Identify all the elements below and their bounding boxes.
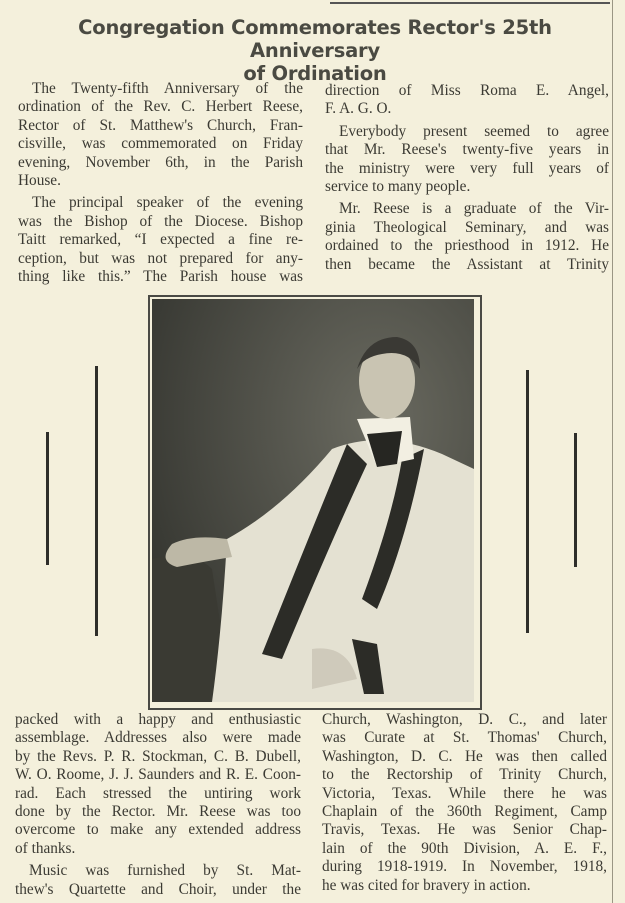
text-line: ginia Theological Seminary, and was — [325, 218, 609, 236]
text-line: Church, Washington, D. C., and later — [322, 711, 607, 728]
text-line: done by the Rector. Mr. Reese was too — [15, 802, 301, 820]
decorative-rule-left-inner — [95, 366, 98, 636]
portrait-image — [152, 299, 474, 702]
paragraph — [18, 194, 303, 286]
text-line: Music was furnished by St. Mat- — [29, 862, 301, 880]
column-bottom-left — [15, 711, 301, 903]
text-line: by the Revs. P. R. Stockman, C. B. Dubell, — [15, 747, 301, 765]
paragraph — [15, 711, 301, 858]
text-line: was the Bishop of the Diocese. Bishop — [18, 212, 303, 230]
text-line: House. — [18, 171, 61, 189]
column-top-right — [325, 82, 609, 278]
text-line: that Mr. Reese's twenty-five years in — [325, 141, 609, 159]
decorative-rule-right-outer — [574, 433, 577, 567]
text-line: then became the Assistant at Trinity — [325, 255, 609, 273]
paragraph — [325, 200, 609, 274]
decorative-rule-left-outer — [46, 432, 49, 565]
text-line: thew's Quartette and Choir, under the — [15, 880, 301, 898]
text-line: during 1918-1919. In November, 1918, — [322, 858, 607, 876]
headline-line-2: of Ordination — [243, 62, 387, 85]
text-line: Mr. Reese is a graduate of the Vir- — [339, 200, 609, 218]
text-line: Washington, D. C. He was then called — [322, 747, 607, 765]
page-edge — [612, 0, 613, 903]
paragraph — [325, 82, 609, 119]
text-line: assemblage. Addresses also were made — [15, 729, 301, 747]
text-line: Taitt remarked, “I expected a fine re- — [18, 231, 303, 249]
text-line: overcome to make any extended address — [15, 821, 301, 839]
column-bottom-right — [322, 711, 607, 899]
column-top-left — [18, 80, 303, 290]
text-line: of thanks. — [15, 839, 76, 857]
text-line: the ministry were very full years of — [325, 159, 609, 177]
text-line: Chaplain of the 360th Regiment, Camp — [322, 802, 607, 820]
headline — [10, 16, 620, 85]
text-line: Rector of St. Matthew's Church, Fran- — [18, 116, 303, 134]
paragraph — [322, 711, 607, 895]
text-line: The Twenty-fifth Anniversary of the — [32, 80, 303, 97]
headline-line-1: Congregation Commemorates Rector's 25th Anniversary — [78, 16, 552, 62]
text-line: F. A. G. O. — [325, 100, 392, 118]
paragraph — [18, 80, 303, 190]
top-rule — [330, 2, 610, 4]
text-line: was Curate at St. Thomas' Church, — [322, 729, 607, 747]
portrait-photo — [148, 295, 482, 710]
text-line: thing like this.” The Parish house was — [18, 267, 303, 285]
text-line: rad. Each stressed the untiring work — [15, 784, 301, 802]
text-line: direction of Miss Roma E. Angel, — [325, 82, 609, 99]
text-line: W. O. Roome, J. J. Saunders and R. E. Coon- — [15, 766, 301, 784]
text-line: he was cited for bravery in action. — [322, 876, 531, 894]
text-line: Victoria, Texas. While there he was — [322, 784, 607, 802]
text-line: to the Rectorship of Trinity Church, — [322, 766, 607, 784]
text-line: ordination of the Rev. C. Herbert Reese, — [18, 98, 303, 116]
text-line: lain of the 90th Division, A. E. F., — [322, 839, 607, 857]
paragraph — [325, 123, 609, 197]
text-line: Travis, Texas. He was Senior Chap- — [322, 821, 607, 839]
text-line: packed with a happy and enthusiastic — [15, 711, 301, 728]
text-line: evening, November 6th, in the Parish — [18, 153, 303, 171]
text-line: ception, but was not prepared for any- — [18, 249, 303, 267]
decorative-rule-right-inner — [526, 370, 529, 633]
text-line: cisville, was commemorated on Friday — [18, 135, 303, 153]
paragraph — [15, 862, 301, 899]
text-line: service to many people. — [325, 177, 471, 195]
text-line: Everybody present seemed to agree — [339, 122, 609, 140]
text-line: The principal speaker of the evening — [32, 194, 303, 212]
text-line: ordained to the priesthood in 1912. He — [325, 237, 609, 255]
